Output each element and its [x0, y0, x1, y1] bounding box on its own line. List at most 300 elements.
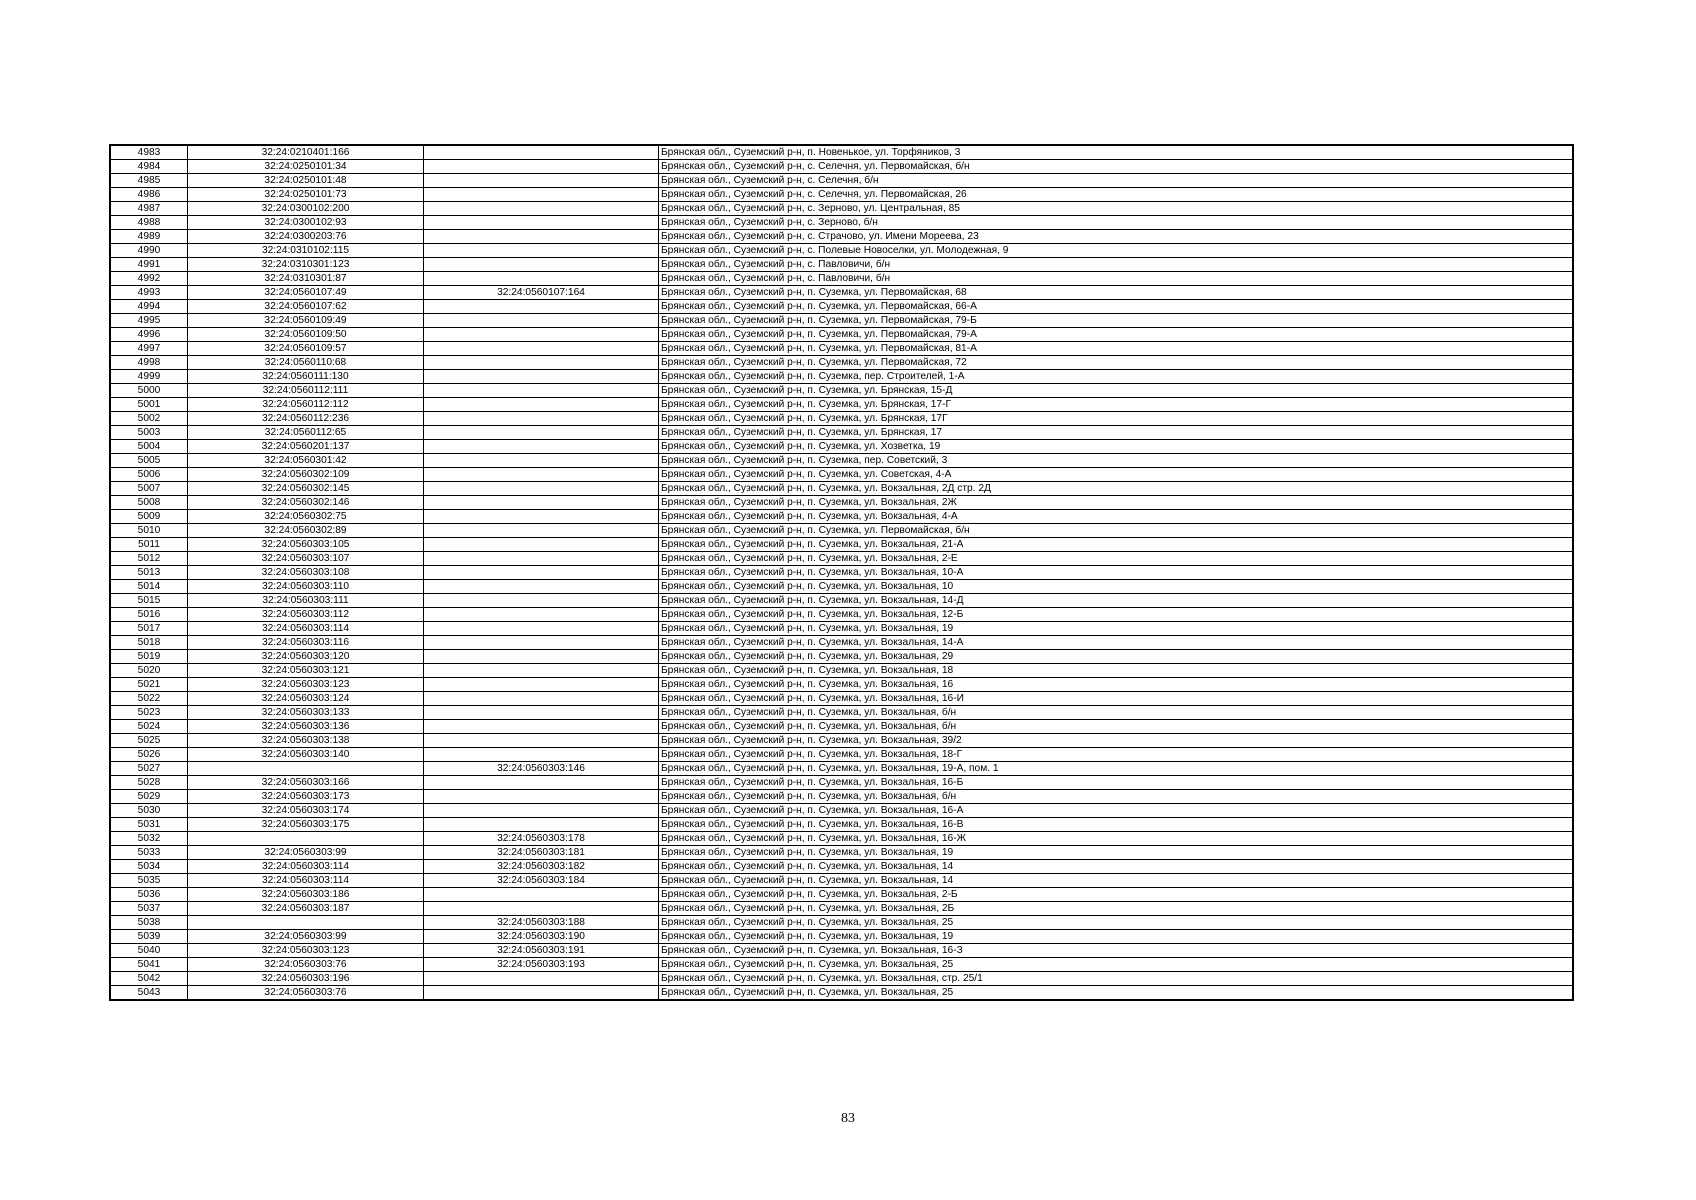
row-number-cell: 4989 [111, 230, 188, 244]
address-cell: Брянская обл., Суземский р-н, п. Суземка, ул. Вокзальная, б/н [659, 706, 1573, 720]
row-number-cell: 5037 [111, 902, 188, 916]
address-cell: Брянская обл., Суземский р-н, п. Суземка, ул. Вокзальная, 14-Д [659, 594, 1573, 608]
cadastral-number-cell: 32:24:0560303:175 [188, 818, 424, 832]
row-number-cell: 5003 [111, 426, 188, 440]
cadastral-number-cell: 32:24:0560110:68 [188, 356, 424, 370]
table-row [111, 790, 1573, 804]
row-number-cell: 4984 [111, 160, 188, 174]
cadastral-number-cell: 32:24:0560303:76 [188, 958, 424, 972]
linked-cadastral-number-cell [424, 580, 659, 594]
linked-cadastral-number-cell [424, 650, 659, 664]
linked-cadastral-number-cell [424, 566, 659, 580]
page-number: 83 [841, 1111, 855, 1126]
row-number-cell: 4990 [111, 244, 188, 258]
linked-cadastral-number-cell [424, 160, 659, 174]
address-cell: Брянская обл., Суземский р-н, п. Суземка, ул. Первомайская, 81-А [659, 342, 1573, 356]
linked-cadastral-number-cell [424, 678, 659, 692]
linked-cadastral-number-cell [424, 188, 659, 202]
address-cell: Брянская обл., Суземский р-н, п. Суземка, ул. Первомайская, 68 [659, 286, 1573, 300]
table-row [111, 874, 1573, 888]
linked-cadastral-number-cell [424, 146, 659, 160]
table-row [111, 356, 1573, 370]
address-cell: Брянская обл., Суземский р-н, п. Суземка, ул. Вокзальная, 18-Г [659, 748, 1573, 762]
row-number-cell: 5006 [111, 468, 188, 482]
row-number-cell: 5016 [111, 608, 188, 622]
address-cell: Брянская обл., Суземский р-н, п. Суземка, ул. Советская, 4-А [659, 468, 1573, 482]
linked-cadastral-number-cell [424, 720, 659, 734]
address-cell: Брянская обл., Суземский р-н, п. Суземка, пер. Строителей, 1-А [659, 370, 1573, 384]
row-number-cell: 4986 [111, 188, 188, 202]
linked-cadastral-number-cell: 32:24:0560303:191 [424, 944, 659, 958]
address-cell: Брянская обл., Суземский р-н, с. Селечня, ул. Первомайская, б/н [659, 160, 1573, 174]
table-row [111, 594, 1573, 608]
address-cell: Брянская обл., Суземский р-н, п. Суземка, ул. Первомайская, 72 [659, 356, 1573, 370]
row-number-cell: 4994 [111, 300, 188, 314]
cadastral-number-cell: 32:24:0560303:136 [188, 720, 424, 734]
row-number-cell: 5000 [111, 384, 188, 398]
row-number-cell: 4985 [111, 174, 188, 188]
cadastral-number-cell: 32:24:0560303:166 [188, 776, 424, 790]
row-number-cell: 5023 [111, 706, 188, 720]
address-cell: Брянская обл., Суземский р-н, п. Суземка, ул. Вокзальная, 25 [659, 916, 1573, 930]
table-row [111, 510, 1573, 524]
table-row [111, 496, 1573, 510]
row-number-cell: 4988 [111, 216, 188, 230]
address-cell: Брянская обл., Суземский р-н, п. Суземка, ул. Вокзальная, 16 [659, 678, 1573, 692]
row-number-cell: 4983 [111, 146, 188, 160]
cadastral-number-cell: 32:24:0560109:50 [188, 328, 424, 342]
table-row [111, 188, 1573, 202]
address-cell: Брянская обл., Суземский р-н, с. Зерново, ул. Центральная, 85 [659, 202, 1573, 216]
cadastral-number-cell: 32:24:0560303:114 [188, 874, 424, 888]
cadastral-number-cell: 32:24:0560201:137 [188, 440, 424, 454]
table-row [111, 314, 1573, 328]
table-row [111, 202, 1573, 216]
table-row [111, 832, 1573, 846]
table-row [111, 370, 1573, 384]
table-row [111, 608, 1573, 622]
linked-cadastral-number-cell [424, 790, 659, 804]
table-row [111, 272, 1573, 286]
linked-cadastral-number-cell [424, 902, 659, 916]
table-row [111, 916, 1573, 930]
table-row [111, 230, 1573, 244]
row-number-cell: 5017 [111, 622, 188, 636]
cadastral-number-cell: 32:24:0560303:123 [188, 944, 424, 958]
cadastral-number-cell: 32:24:0560302:146 [188, 496, 424, 510]
row-number-cell: 5014 [111, 580, 188, 594]
cadastral-number-cell: 32:24:0560302:75 [188, 510, 424, 524]
address-cell: Брянская обл., Суземский р-н, с. Зерново, б/н [659, 216, 1573, 230]
cadastral-number-cell: 32:24:0560303:121 [188, 664, 424, 678]
row-number-cell: 4998 [111, 356, 188, 370]
linked-cadastral-number-cell [424, 370, 659, 384]
address-cell: Брянская обл., Суземский р-н, п. Суземка, ул. Вокзальная, 18 [659, 664, 1573, 678]
cadastral-number-cell: 32:24:0560303:110 [188, 580, 424, 594]
table-row [111, 846, 1573, 860]
linked-cadastral-number-cell [424, 608, 659, 622]
address-cell: Брянская обл., Суземский р-н, с. Полевые Новоселки, ул. Молодежная, 9 [659, 244, 1573, 258]
table-row [111, 468, 1573, 482]
linked-cadastral-number-cell: 32:24:0560303:193 [424, 958, 659, 972]
address-cell: Брянская обл., Суземский р-н, п. Новенькое, ул. Торфяников, 3 [659, 146, 1573, 160]
address-cell: Брянская обл., Суземский р-н, п. Суземка, ул. Вокзальная, 19-А, пом. 1 [659, 762, 1573, 776]
linked-cadastral-number-cell [424, 692, 659, 706]
cadastral-number-cell [188, 762, 424, 776]
linked-cadastral-number-cell [424, 734, 659, 748]
linked-cadastral-number-cell [424, 888, 659, 902]
row-number-cell: 5002 [111, 412, 188, 426]
table-row [111, 762, 1573, 776]
row-number-cell: 5009 [111, 510, 188, 524]
row-number-cell: 5005 [111, 454, 188, 468]
row-number-cell: 4993 [111, 286, 188, 300]
table-row [111, 146, 1573, 160]
address-cell: Брянская обл., Суземский р-н, п. Суземка, ул. Вокзальная, 29 [659, 650, 1573, 664]
linked-cadastral-number-cell: 32:24:0560107:164 [424, 286, 659, 300]
address-cell: Брянская обл., Суземский р-н, п. Суземка, ул. Первомайская, 79-А [659, 328, 1573, 342]
table-row [111, 398, 1573, 412]
cadastral-number-cell: 32:24:0310301:87 [188, 272, 424, 286]
row-number-cell: 5038 [111, 916, 188, 930]
cadastral-number-cell: 32:24:0560303:133 [188, 706, 424, 720]
address-cell: Брянская обл., Суземский р-н, п. Суземка, ул. Вокзальная, б/н [659, 790, 1573, 804]
table-row [111, 944, 1573, 958]
cadastral-number-cell: 32:24:0560303:174 [188, 804, 424, 818]
row-number-cell: 5029 [111, 790, 188, 804]
register-table [110, 145, 1573, 1000]
table-row [111, 678, 1573, 692]
row-number-cell: 5041 [111, 958, 188, 972]
table-row [111, 216, 1573, 230]
table-row [111, 930, 1573, 944]
cadastral-number-cell: 32:24:0560303:105 [188, 538, 424, 552]
linked-cadastral-number-cell [424, 748, 659, 762]
cadastral-number-cell: 32:24:0250101:34 [188, 160, 424, 174]
table-row [111, 342, 1573, 356]
address-cell: Брянская обл., Суземский р-н, п. Суземка, ул. Вокзальная, 16-З [659, 944, 1573, 958]
row-number-cell: 4995 [111, 314, 188, 328]
table-row [111, 958, 1573, 972]
row-number-cell: 5042 [111, 972, 188, 986]
address-cell: Брянская обл., Суземский р-н, п. Суземка, ул. Вокзальная, 16-Ж [659, 832, 1573, 846]
address-cell: Брянская обл., Суземский р-н, п. Суземка, ул. Вокзальная, 2-Е [659, 552, 1573, 566]
cadastral-number-cell: 32:24:0560303:140 [188, 748, 424, 762]
row-number-cell: 5030 [111, 804, 188, 818]
cadastral-number-cell: 32:24:0560303:114 [188, 622, 424, 636]
linked-cadastral-number-cell [424, 440, 659, 454]
linked-cadastral-number-cell [424, 552, 659, 566]
cadastral-number-cell: 32:24:0560107:49 [188, 286, 424, 300]
register-table-frame [109, 144, 1574, 1001]
table-row [111, 244, 1573, 258]
table-row [111, 174, 1573, 188]
table-row [111, 160, 1573, 174]
cadastral-number-cell: 32:24:0560303:186 [188, 888, 424, 902]
row-number-cell: 4999 [111, 370, 188, 384]
cadastral-number-cell: 32:24:0300102:93 [188, 216, 424, 230]
linked-cadastral-number-cell: 32:24:0560303:190 [424, 930, 659, 944]
cadastral-number-cell: 32:24:0560107:62 [188, 300, 424, 314]
address-cell: Брянская обл., Суземский р-н, п. Суземка, ул. Вокзальная, 14 [659, 874, 1573, 888]
linked-cadastral-number-cell [424, 342, 659, 356]
table-row [111, 482, 1573, 496]
row-number-cell: 5043 [111, 986, 188, 1000]
address-cell: Брянская обл., Суземский р-н, п. Суземка, ул. Брянская, 17Г [659, 412, 1573, 426]
cadastral-number-cell: 32:24:0560303:187 [188, 902, 424, 916]
address-cell: Брянская обл., Суземский р-н, п. Суземка, ул. Вокзальная, 16-А [659, 804, 1573, 818]
address-cell: Брянская обл., Суземский р-н, п. Суземка, ул. Брянская, 17 [659, 426, 1573, 440]
linked-cadastral-number-cell [424, 426, 659, 440]
table-row [111, 552, 1573, 566]
row-number-cell: 4996 [111, 328, 188, 342]
address-cell: Брянская обл., Суземский р-н, п. Суземка, ул. Вокзальная, стр. 25/1 [659, 972, 1573, 986]
cadastral-number-cell: 32:24:0560303:138 [188, 734, 424, 748]
linked-cadastral-number-cell [424, 804, 659, 818]
row-number-cell: 5033 [111, 846, 188, 860]
table-row [111, 776, 1573, 790]
cadastral-number-cell: 32:24:0560303:114 [188, 860, 424, 874]
linked-cadastral-number-cell [424, 594, 659, 608]
address-cell: Брянская обл., Суземский р-н, п. Суземка, ул. Вокзальная, 25 [659, 958, 1573, 972]
linked-cadastral-number-cell [424, 272, 659, 286]
row-number-cell: 5018 [111, 636, 188, 650]
linked-cadastral-number-cell [424, 818, 659, 832]
cadastral-number-cell: 32:24:0560112:111 [188, 384, 424, 398]
row-number-cell: 5028 [111, 776, 188, 790]
address-cell: Брянская обл., Суземский р-н, п. Суземка, ул. Первомайская, б/н [659, 524, 1573, 538]
address-cell: Брянская обл., Суземский р-н, п. Суземка, ул. Вокзальная, 39/2 [659, 734, 1573, 748]
table-row [111, 748, 1573, 762]
row-number-cell: 5032 [111, 832, 188, 846]
table-row [111, 566, 1573, 580]
linked-cadastral-number-cell [424, 230, 659, 244]
linked-cadastral-number-cell [424, 384, 659, 398]
cadastral-number-cell: 32:24:0560303:76 [188, 986, 424, 1000]
linked-cadastral-number-cell [424, 496, 659, 510]
table-row [111, 804, 1573, 818]
linked-cadastral-number-cell [424, 706, 659, 720]
cadastral-number-cell: 32:24:0250101:73 [188, 188, 424, 202]
table-row [111, 706, 1573, 720]
row-number-cell: 5027 [111, 762, 188, 776]
table-row [111, 664, 1573, 678]
linked-cadastral-number-cell [424, 258, 659, 272]
register-table-body [111, 146, 1573, 1000]
table-row [111, 888, 1573, 902]
row-number-cell: 4997 [111, 342, 188, 356]
row-number-cell: 5019 [111, 650, 188, 664]
linked-cadastral-number-cell [424, 454, 659, 468]
row-number-cell: 5011 [111, 538, 188, 552]
row-number-cell: 5010 [111, 524, 188, 538]
table-row [111, 258, 1573, 272]
address-cell: Брянская обл., Суземский р-н, п. Суземка, ул. Вокзальная, 4-А [659, 510, 1573, 524]
cadastral-number-cell: 32:24:0560303:196 [188, 972, 424, 986]
address-cell: Брянская обл., Суземский р-н, п. Суземка, ул. Вокзальная, б/н [659, 720, 1573, 734]
address-cell: Брянская обл., Суземский р-н, п. Суземка, ул. Брянская, 15-Д [659, 384, 1573, 398]
address-cell: Брянская обл., Суземский р-н, п. Суземка, ул. Вокзальная, 14 [659, 860, 1573, 874]
address-cell: Брянская обл., Суземский р-н, п. Суземка, ул. Вокзальная, 19 [659, 846, 1573, 860]
table-row [111, 286, 1573, 300]
address-cell: Брянская обл., Суземский р-н, п. Суземка, ул. Вокзальная, 21-А [659, 538, 1573, 552]
row-number-cell: 5021 [111, 678, 188, 692]
linked-cadastral-number-cell [424, 510, 659, 524]
cadastral-number-cell: 32:24:0560109:57 [188, 342, 424, 356]
row-number-cell: 5013 [111, 566, 188, 580]
table-row [111, 412, 1573, 426]
cadastral-number-cell: 32:24:0560303:111 [188, 594, 424, 608]
linked-cadastral-number-cell [424, 216, 659, 230]
address-cell: Брянская обл., Суземский р-н, п. Суземка, ул. Вокзальная, 10-А [659, 566, 1573, 580]
table-row [111, 692, 1573, 706]
table-row [111, 636, 1573, 650]
cadastral-number-cell [188, 832, 424, 846]
address-cell: Брянская обл., Суземский р-н, п. Суземка, ул. Вокзальная, 10 [659, 580, 1573, 594]
address-cell: Брянская обл., Суземский р-н, п. Суземка, ул. Вокзальная, 16-Б [659, 776, 1573, 790]
row-number-cell: 5007 [111, 482, 188, 496]
address-cell: Брянская обл., Суземский р-н, с. Селечня, б/н [659, 174, 1573, 188]
cadastral-number-cell: 32:24:0210401:166 [188, 146, 424, 160]
cadastral-number-cell: 32:24:0560112:112 [188, 398, 424, 412]
cadastral-number-cell: 32:24:0560303:123 [188, 678, 424, 692]
address-cell: Брянская обл., Суземский р-н, п. Суземка, ул. Вокзальная, 2Ж [659, 496, 1573, 510]
linked-cadastral-number-cell: 32:24:0560303:184 [424, 874, 659, 888]
address-cell: Брянская обл., Суземский р-н, п. Суземка, ул. Первомайская, 66-А [659, 300, 1573, 314]
cadastral-number-cell: 32:24:0560302:109 [188, 468, 424, 482]
cadastral-number-cell: 32:24:0560303:108 [188, 566, 424, 580]
row-number-cell: 4992 [111, 272, 188, 286]
cadastral-number-cell: 32:24:0310102:115 [188, 244, 424, 258]
row-number-cell: 5022 [111, 692, 188, 706]
row-number-cell: 5034 [111, 860, 188, 874]
address-cell: Брянская обл., Суземский р-н, п. Суземка, ул. Вокзальная, 2-Б [659, 888, 1573, 902]
table-row [111, 650, 1573, 664]
cadastral-number-cell [188, 916, 424, 930]
table-row [111, 328, 1573, 342]
row-number-cell: 5026 [111, 748, 188, 762]
linked-cadastral-number-cell [424, 314, 659, 328]
address-cell: Брянская обл., Суземский р-н, п. Суземка, ул. Вокзальная, 12-Б [659, 608, 1573, 622]
linked-cadastral-number-cell: 32:24:0560303:181 [424, 846, 659, 860]
table-row [111, 538, 1573, 552]
table-row [111, 818, 1573, 832]
cadastral-number-cell: 32:24:0560301:42 [188, 454, 424, 468]
address-cell: Брянская обл., Суземский р-н, п. Суземка, ул. Вокзальная, 2Б [659, 902, 1573, 916]
cadastral-number-cell: 32:24:0300102:200 [188, 202, 424, 216]
address-cell: Брянская обл., Суземский р-н, с. Страчово, ул. Имени Мореева, 23 [659, 230, 1573, 244]
table-row [111, 734, 1573, 748]
table-row [111, 986, 1573, 1000]
table-row [111, 454, 1573, 468]
cadastral-number-cell: 32:24:0310301:123 [188, 258, 424, 272]
linked-cadastral-number-cell [424, 300, 659, 314]
cadastral-number-cell: 32:24:0560109:49 [188, 314, 424, 328]
cadastral-number-cell: 32:24:0560303:107 [188, 552, 424, 566]
linked-cadastral-number-cell: 32:24:0560303:178 [424, 832, 659, 846]
linked-cadastral-number-cell [424, 524, 659, 538]
row-number-cell: 5012 [111, 552, 188, 566]
linked-cadastral-number-cell [424, 468, 659, 482]
cadastral-number-cell: 32:24:0560112:236 [188, 412, 424, 426]
row-number-cell: 5035 [111, 874, 188, 888]
row-number-cell: 5024 [111, 720, 188, 734]
address-cell: Брянская обл., Суземский р-н, п. Суземка, ул. Первомайская, 79-Б [659, 314, 1573, 328]
table-row [111, 440, 1573, 454]
row-number-cell: 4991 [111, 258, 188, 272]
linked-cadastral-number-cell [424, 636, 659, 650]
address-cell: Брянская обл., Суземский р-н, п. Суземка, пер. Советский, 3 [659, 454, 1573, 468]
linked-cadastral-number-cell [424, 776, 659, 790]
address-cell: Брянская обл., Суземский р-н, с. Павловичи, б/н [659, 258, 1573, 272]
linked-cadastral-number-cell [424, 356, 659, 370]
address-cell: Брянская обл., Суземский р-н, с. Павловичи, б/н [659, 272, 1573, 286]
table-row [111, 860, 1573, 874]
address-cell: Брянская обл., Суземский р-н, п. Суземка, ул. Вокзальная, 19 [659, 622, 1573, 636]
cadastral-number-cell: 32:24:0560112:65 [188, 426, 424, 440]
linked-cadastral-number-cell [424, 398, 659, 412]
linked-cadastral-number-cell [424, 986, 659, 1000]
table-row [111, 580, 1573, 594]
cadastral-number-cell: 32:24:0560303:120 [188, 650, 424, 664]
cadastral-number-cell: 32:24:0560303:173 [188, 790, 424, 804]
cadastral-number-cell: 32:24:0560303:124 [188, 692, 424, 706]
cadastral-number-cell: 32:24:0560303:99 [188, 930, 424, 944]
cadastral-number-cell: 32:24:0250101:48 [188, 174, 424, 188]
address-cell: Брянская обл., Суземский р-н, п. Суземка, ул. Брянская, 17-Г [659, 398, 1573, 412]
table-row [111, 622, 1573, 636]
table-row [111, 720, 1573, 734]
address-cell: Брянская обл., Суземский р-н, п. Суземка, ул. Вокзальная, 2Д стр. 2Д [659, 482, 1573, 496]
address-cell: Брянская обл., Суземский р-н, п. Суземка, ул. Вокзальная, 25 [659, 986, 1573, 1000]
linked-cadastral-number-cell [424, 482, 659, 496]
cadastral-number-cell: 32:24:0560302:89 [188, 524, 424, 538]
row-number-cell: 5015 [111, 594, 188, 608]
table-row [111, 902, 1573, 916]
row-number-cell: 4987 [111, 202, 188, 216]
address-cell: Брянская обл., Суземский р-н, п. Суземка, ул. Вокзальная, 19 [659, 930, 1573, 944]
cadastral-number-cell: 32:24:0560303:112 [188, 608, 424, 622]
linked-cadastral-number-cell: 32:24:0560303:188 [424, 916, 659, 930]
table-row [111, 426, 1573, 440]
row-number-cell: 5039 [111, 930, 188, 944]
row-number-cell: 5036 [111, 888, 188, 902]
table-row [111, 300, 1573, 314]
row-number-cell: 5025 [111, 734, 188, 748]
linked-cadastral-number-cell [424, 244, 659, 258]
linked-cadastral-number-cell: 32:24:0560303:182 [424, 860, 659, 874]
row-number-cell: 5031 [111, 818, 188, 832]
cadastral-number-cell: 32:24:0560303:99 [188, 846, 424, 860]
linked-cadastral-number-cell [424, 538, 659, 552]
row-number-cell: 5001 [111, 398, 188, 412]
linked-cadastral-number-cell [424, 412, 659, 426]
linked-cadastral-number-cell [424, 202, 659, 216]
table-row [111, 384, 1573, 398]
linked-cadastral-number-cell [424, 622, 659, 636]
linked-cadastral-number-cell [424, 664, 659, 678]
linked-cadastral-number-cell [424, 328, 659, 342]
linked-cadastral-number-cell [424, 174, 659, 188]
address-cell: Брянская обл., Суземский р-н, с. Селечня, ул. Первомайская, 26 [659, 188, 1573, 202]
address-cell: Брянская обл., Суземский р-н, п. Суземка, ул. Вокзальная, 16-И [659, 692, 1573, 706]
cadastral-number-cell: 32:24:0560111:130 [188, 370, 424, 384]
address-cell: Брянская обл., Суземский р-н, п. Суземка, ул. Хозветка, 19 [659, 440, 1573, 454]
row-number-cell: 5008 [111, 496, 188, 510]
table-row [111, 972, 1573, 986]
linked-cadastral-number-cell: 32:24:0560303:146 [424, 762, 659, 776]
cadastral-number-cell: 32:24:0300203:76 [188, 230, 424, 244]
